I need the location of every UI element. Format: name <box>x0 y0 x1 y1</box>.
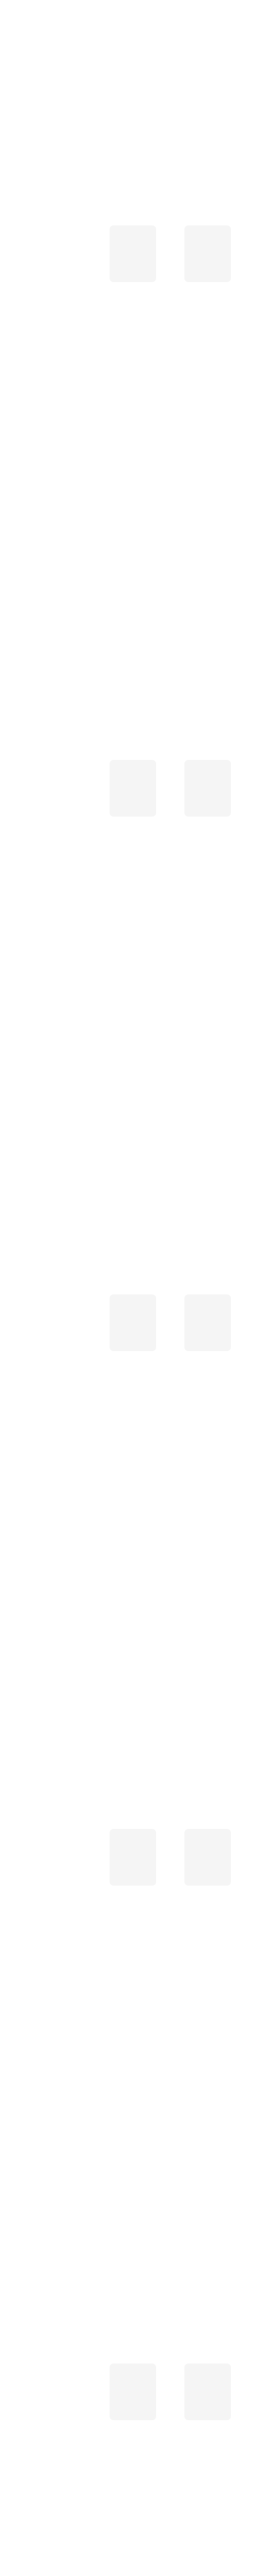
watermark-logo <box>0 747 267 863</box>
watermark-logo <box>0 1816 267 1932</box>
watermark-logo <box>0 1282 267 1397</box>
watermark-logo <box>0 2351 267 2467</box>
watermark-logo <box>0 213 267 328</box>
